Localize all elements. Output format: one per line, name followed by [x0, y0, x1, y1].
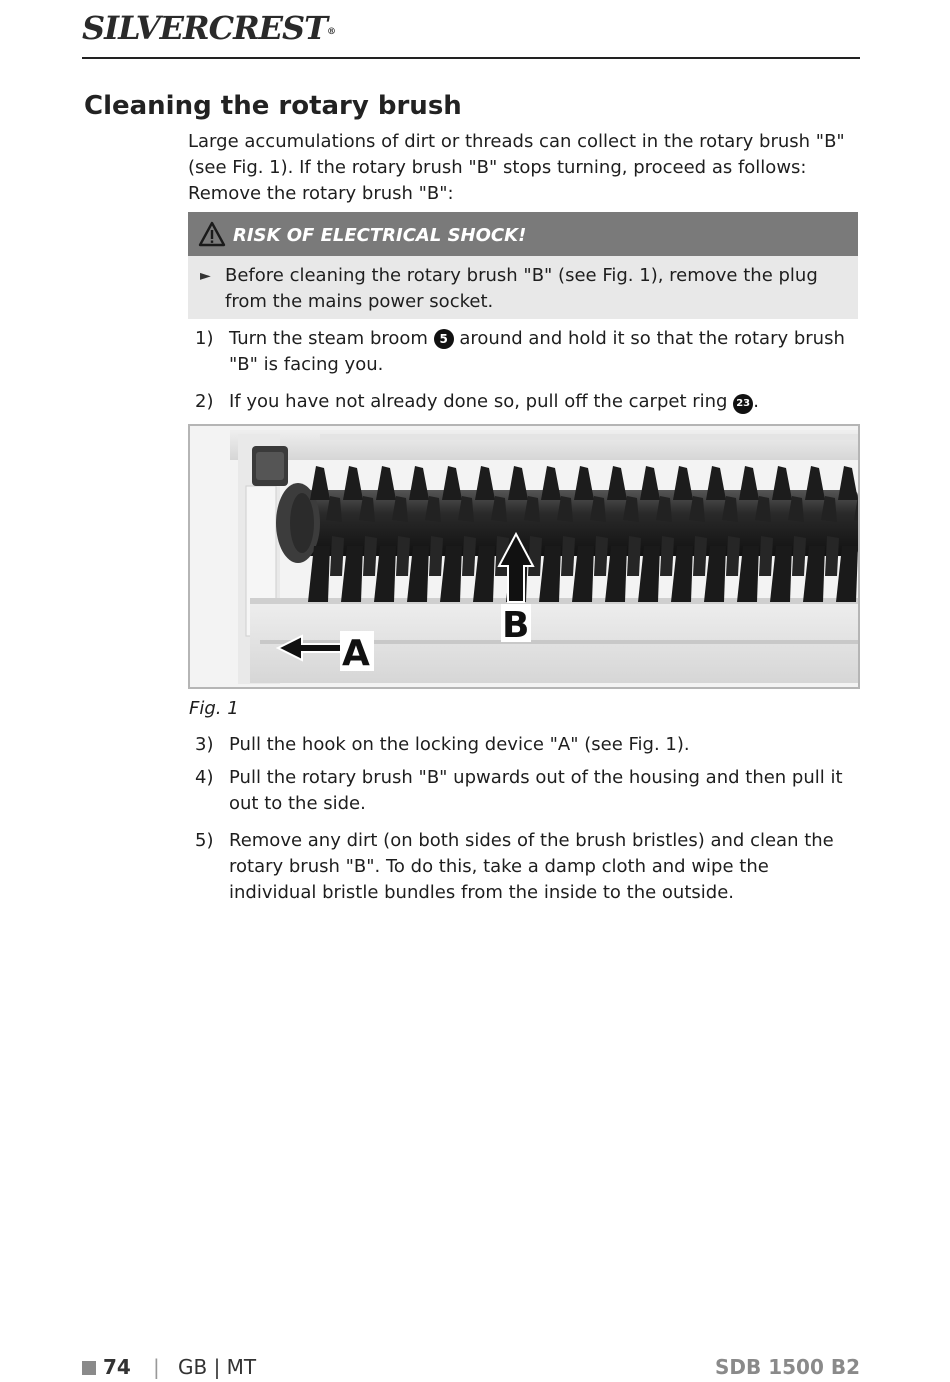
intro-paragraph: Large accumulations of dirt or threads can collect in the rotary brush "B" (see Fig. 1). If the rotary brush "B" stops turning, proceed as follows: [188, 131, 845, 178]
figure-caption: Fig. 1 [189, 698, 239, 719]
label-a: A [342, 633, 370, 674]
intro-text [188, 129, 860, 207]
warning-text: Before cleaning the rotary brush "B" (see Fig. 1), remove the plug from the mains power socket. [225, 265, 818, 312]
page-footer [0, 1352, 950, 1382]
footer-square-icon [82, 1361, 96, 1375]
step-text: Remove any dirt (on both sides of the brush bristles) and clean the rotary brush "B". To do this, take a damp cloth and wipe the individual bristle bundles from the inside to the outside. [229, 830, 834, 903]
step-number: 4) [195, 767, 214, 788]
triangle-bullet-icon: ► [200, 268, 211, 284]
page-number: 74 [103, 1355, 131, 1379]
rotary-brush-photo [190, 426, 858, 687]
part-ref-badge: 23 [733, 394, 753, 414]
step-number: 2) [195, 391, 214, 412]
step-text: Pull the hook on the locking device "A" (see Fig. 1). [229, 734, 690, 755]
warning-title: RISK OF ELECTRICAL SHOCK! [233, 225, 527, 246]
footer-language: GB | MT [178, 1355, 257, 1379]
step-number: 5) [195, 830, 214, 851]
warning-triangle-icon [198, 221, 226, 247]
step-text: If you have not already done so, pull off the carpet ring 23 . [229, 391, 759, 412]
intro-instruction: Remove the rotary brush "B": [188, 183, 454, 204]
figure-1-rotary-brush [188, 424, 860, 689]
header-rule [82, 57, 860, 59]
warning-header [188, 212, 858, 256]
footer-separator: | [153, 1355, 160, 1379]
step-text: Turn the steam broom 5 around and hold it so that the rotary brush "B" is facing you. [229, 328, 845, 375]
step-text: Pull the rotary brush "B" upwards out of the housing and then pull it out to the side. [229, 767, 843, 814]
step-number: 1) [195, 328, 214, 349]
step-number: 3) [195, 734, 214, 755]
section-title: Cleaning the rotary brush [84, 91, 462, 121]
warning-body [188, 256, 858, 319]
brand-logo: SILVERCREST® [82, 9, 335, 47]
label-b: B [502, 605, 530, 646]
part-ref-badge: 5 [434, 329, 454, 349]
model-number: SDB 1500 B2 [715, 1355, 860, 1379]
